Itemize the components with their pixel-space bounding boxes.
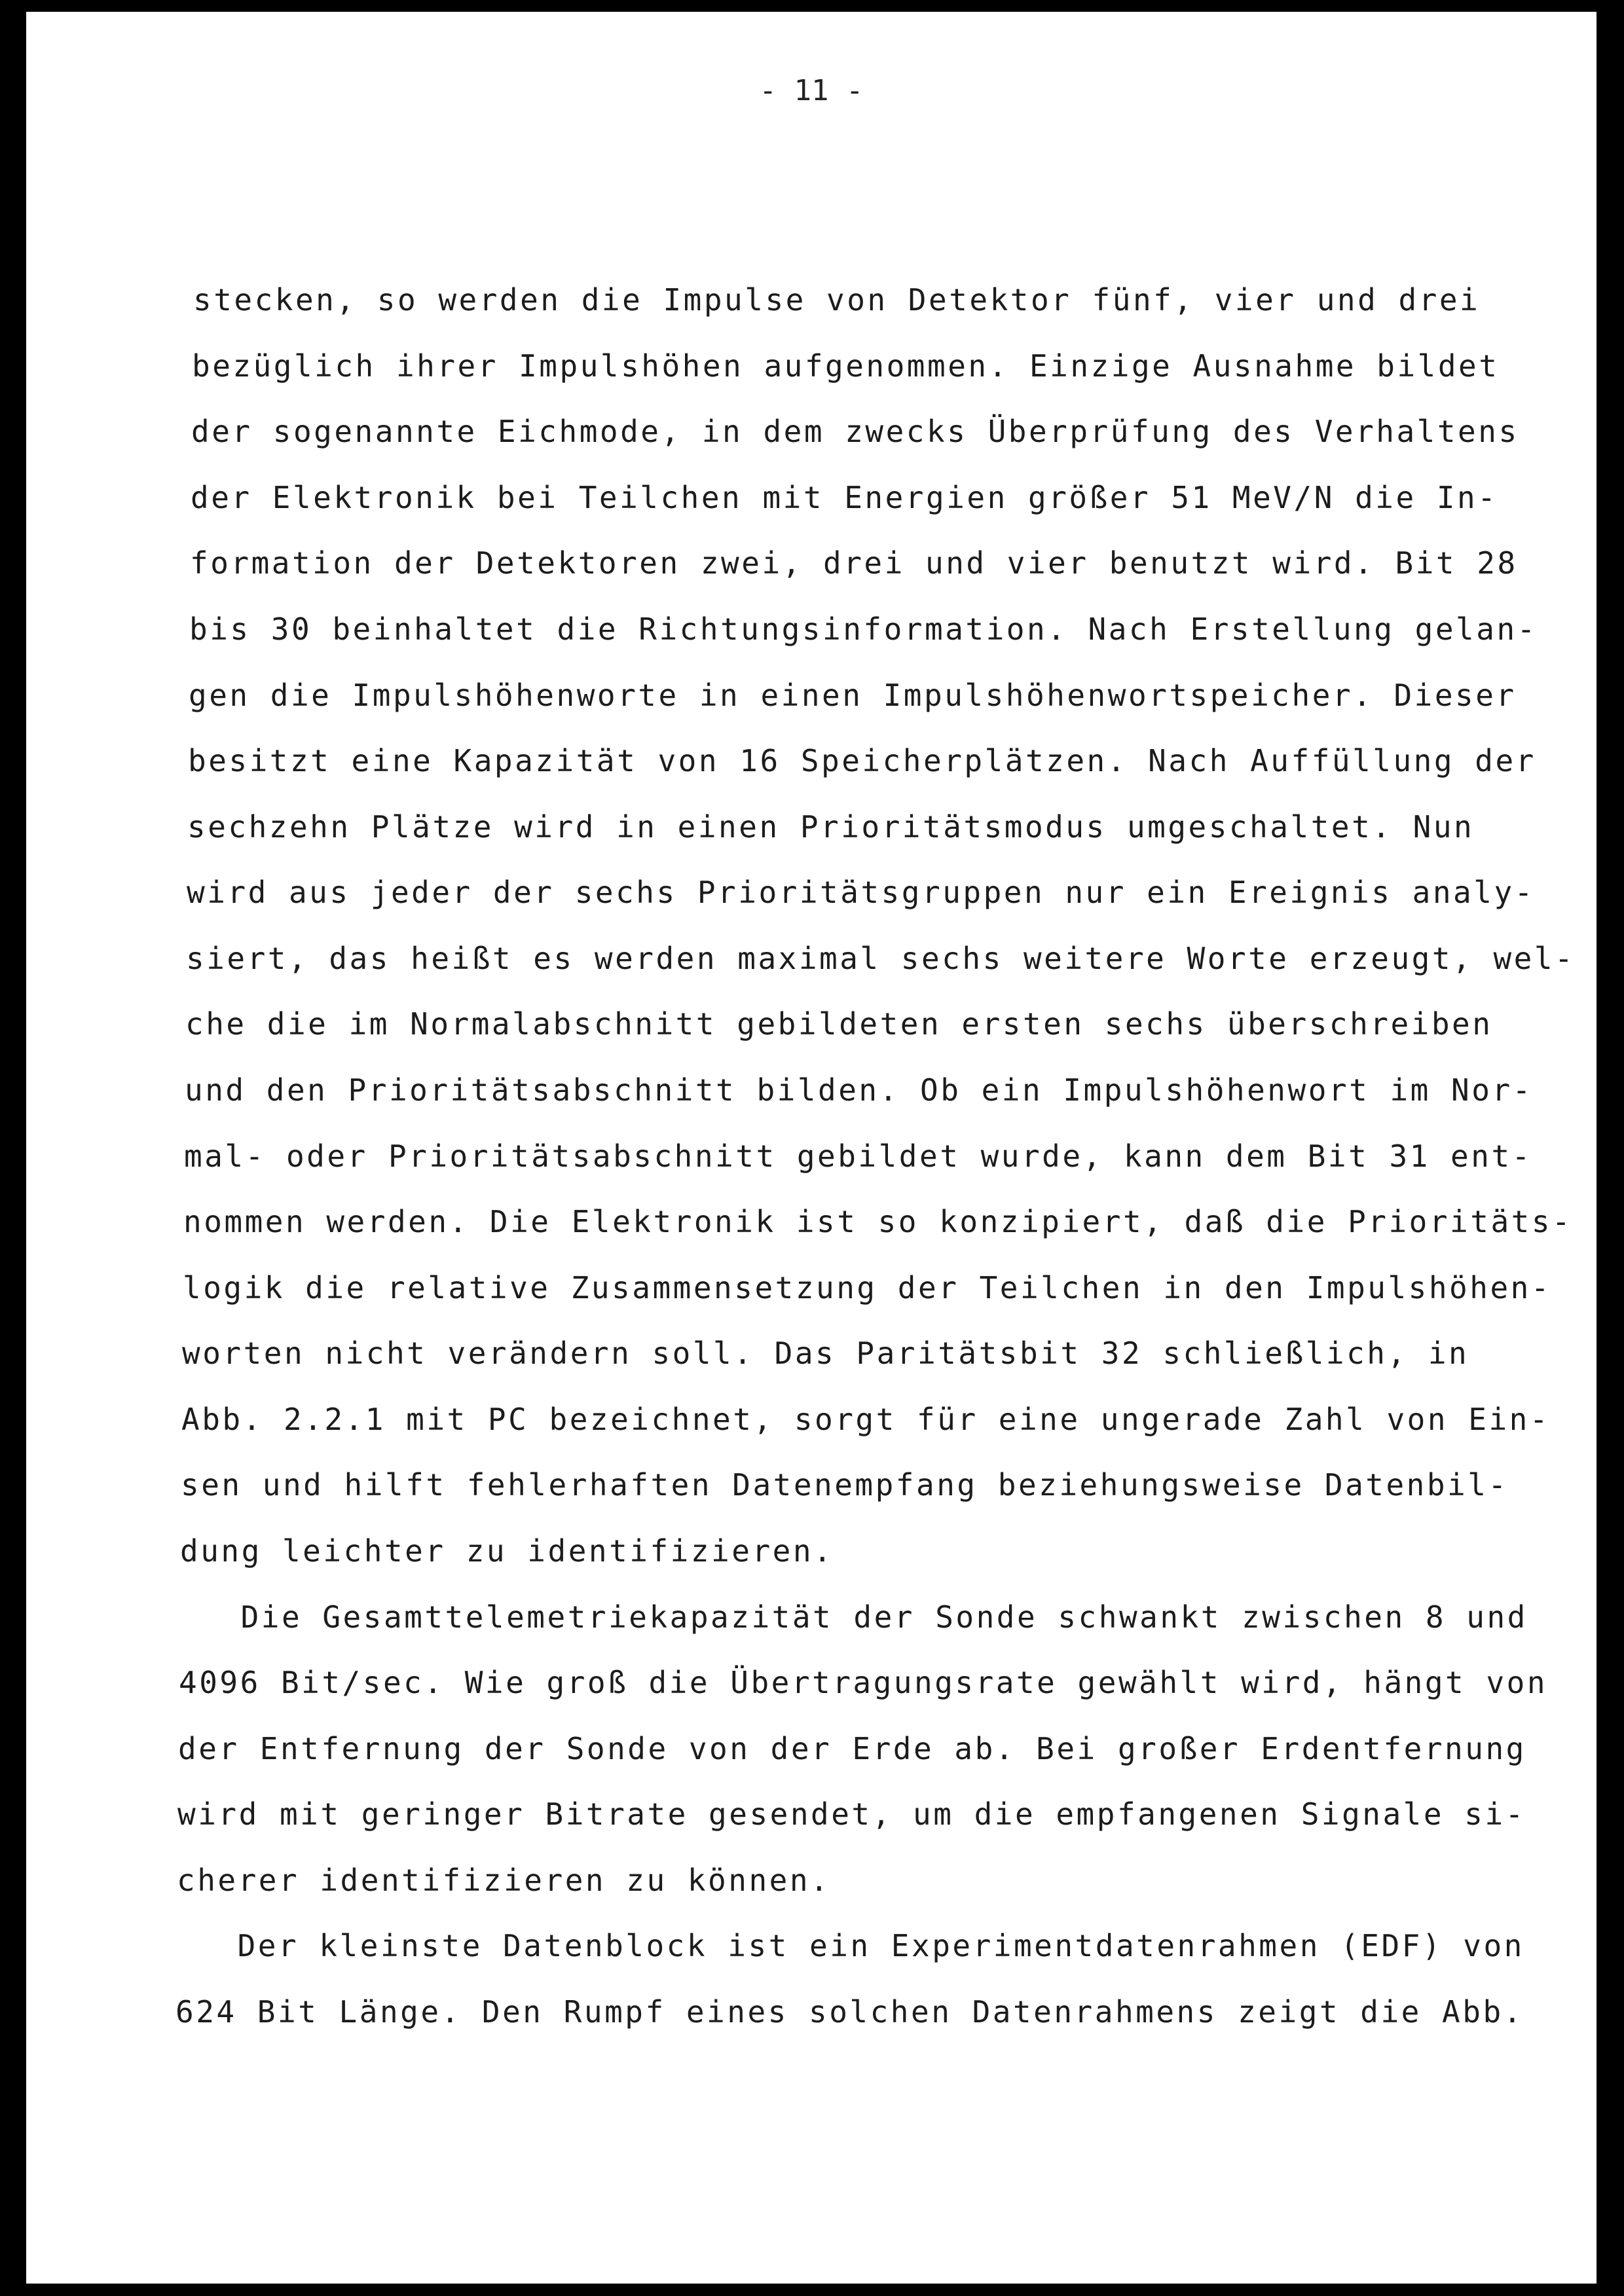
text-line: mal- oder Prioritätsabschnitt gebildet wurde, kann dem Bit 31 ent- <box>184 1139 1532 1174</box>
text-line: logik die relative Zusammensetzung der Teilchen in den Impulshöhen- <box>183 1270 1552 1305</box>
text-line: bezüglich ihrer Impulshöhen aufgenommen. Einzige Ausnahme bildet <box>192 348 1500 384</box>
text-line: wird mit geringer Bitrate gesendet, um die empfangenen Signale si- <box>177 1796 1526 1832</box>
text-line: nommen werden. Die Elektronik ist so konzipiert, daß die Prioritäts- <box>183 1204 1573 1239</box>
text-line: der Entfernung der Sonde von der Erde ab. Bei großer Erdentfernung <box>178 1731 1526 1766</box>
text-line: und den Prioritätsabschnitt bilden. Ob ein Impulshöhenwort im Nor- <box>185 1072 1533 1108</box>
text-line: Die Gesamttelemetriekapazität der Sonde schwankt zwischen 8 und <box>179 1599 1528 1635</box>
text-line: Abb. 2.2.1 mit PC bezeichnet, sorgt für eine ungerade Zahl von Ein- <box>181 1402 1551 1437</box>
text-line: worten nicht verändern soll. Das Paritätsbit 32 schließlich, in <box>182 1336 1469 1371</box>
text-line: gen die Impulshöhenworte in einen Impulshöhenwortspeicher. Dieser <box>189 678 1517 713</box>
text-line: che die im Normalabschnitt gebildeten ersten sechs überschreiben <box>185 1006 1493 1042</box>
text-line: stecken, so werden die Impulse von Detektor fünf, vier und drei <box>193 282 1481 318</box>
text-line: besitzt eine Kapazität von 16 Speicherplätzen. Nach Auffüllung der <box>188 743 1536 778</box>
text-line: der Elektronik bei Teilchen mit Energien größer 51 MeV/N die In- <box>191 480 1498 515</box>
text-line: sechzehn Plätze wird in einen Prioritätsmodus umgeschaltet. Nun <box>187 809 1475 845</box>
text-line: dung leichter zu identifizieren. <box>180 1533 834 1569</box>
text-line: 624 Bit Länge. Den Rumpf eines solchen Datenrahmens zeigt die Abb. <box>175 1994 1524 2030</box>
page-number: - 11 - <box>759 74 864 107</box>
text-line: Der kleinste Datenblock ist ein Experimentdatenrahmen (EDF) von <box>176 1928 1524 1963</box>
text-line: wird aus jeder der sechs Prioritätsgruppen nur ein Ereignis analy- <box>187 875 1535 910</box>
text-line: der sogenannte Eichmode, in dem zwecks Überprüfung des Verhaltens <box>191 414 1519 449</box>
text-line: sen und hilft fehlerhaften Datenempfang beziehungsweise Datenbil- <box>181 1467 1509 1503</box>
text-line: 4096 Bit/sec. Wie groß die Übertragungsrate gewählt wird, hängt von <box>179 1665 1548 1700</box>
document-page <box>26 12 1596 2284</box>
text-line: siert, das heißt es werden maximal sechs weitere Worte erzeugt, wel- <box>186 941 1576 976</box>
text-line: cherer identifizieren zu können. <box>177 1863 831 1898</box>
text-line: bis 30 beinhaltet die Richtungsinformation. Nach Erstellung gelan- <box>189 611 1538 647</box>
text-line: formation der Detektoren zwei, drei und vier benutzt wird. Bit 28 <box>190 545 1518 581</box>
